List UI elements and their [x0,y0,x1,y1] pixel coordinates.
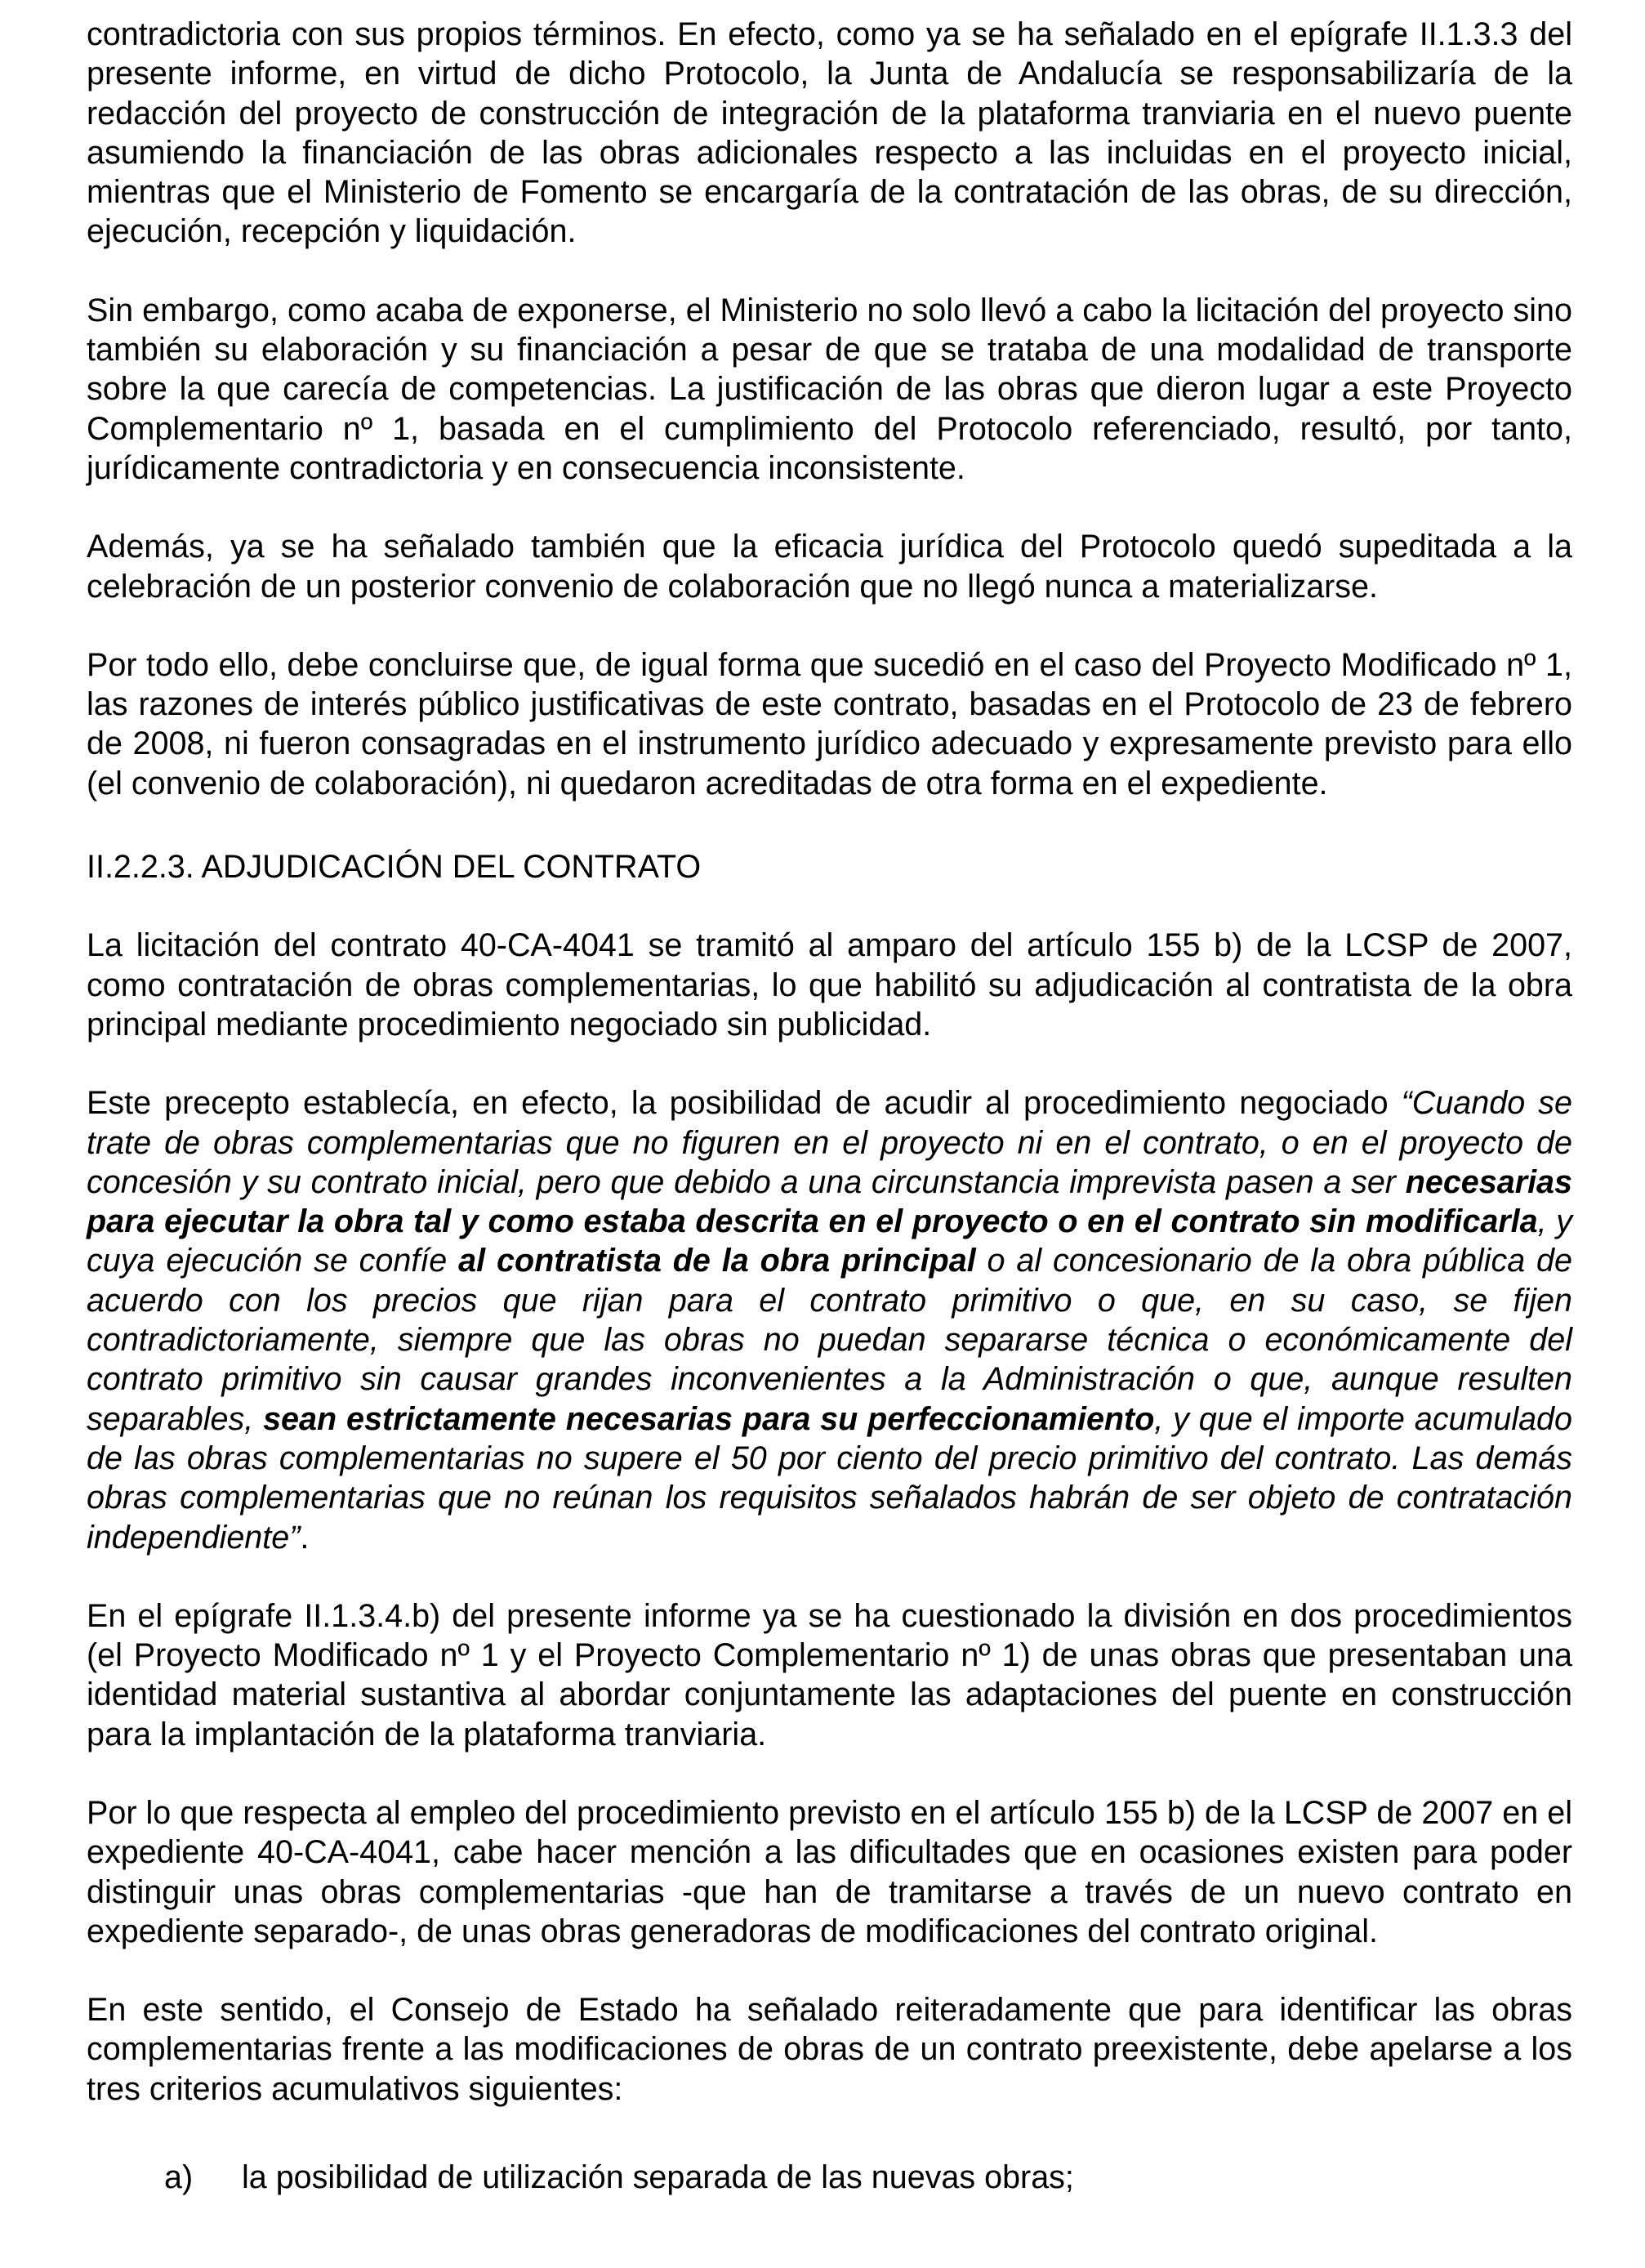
quote-part-2: , y cuya ejecución se confíe [87,1203,1572,1279]
paragraph-precepto-quote [87,1083,1572,1557]
list-marker: a) [164,2159,194,2196]
paragraph-licitacion-contrato: La licitación del contrato 40-CA-4041 se tramitó al amparo del artículo 155 b) de la LCSP de 2007, como contratación de obras complementarias, lo que habilitó su adjudicación al contratista de la obra principal mediante procedimiento negociado sin publicidad. [87,927,1572,1042]
quote-bold-1: necesarias para ejecutar la obra tal y como estaba descrita en el proyecto o en el contrato sin modificarla [87,1163,1572,1240]
quote-bold-2: al contratista de la obra principal [458,1243,976,1279]
quote-part-1: “Cuando se trate de obras complementarias que no figuren en el proyecto ni en el contrato, o en el proyecto de concesión y su contrato inicial, pero que debido a una circunstancia imprevista pasen a ser [87,1085,1572,1200]
paragraph-epigrafe-division: En el epígrafe II.1.3.4.b) del presente informe ya se ha cuestionado la división en dos procedimientos (el Proyecto Modificado nº 1 y el Proyecto Complementario nº 1) de unas obras que presentaban una identidad material sustantiva al abordar conjuntamente las adaptaciones del puente en construcción para la implantación de la plataforma tranviaria. [87,1597,1572,1752]
paragraph-consejo-estado: En este sentido, el Consejo de Estado ha señalado reiteradamente que para identificar las obras complementarias frente a las modificaciones de obras de un contrato preexistente, debe apelarse a los tres criterios acumulativos siguientes: [87,1992,1572,2107]
paragraph-protocolo-responsabilidades: contradictoria con sus propios términos. En efecto, como ya se ha señalado en el epígrafe II.1.3.3 del presente informe, en virtud de dicho Protocolo, la Junta de Andalucía se responsabilizaría de la redacción del proyecto de construcción de integración de la plataforma tranviaria en el nuevo puente asumiendo la financiación de las obras adicionales respecto a las incluidas en el proyecto inicial, mientras que el Ministerio de Fomento se encargaría de la contratación de las obras, de su dirección, ejecución, recepción y liquidación. [87,16,1572,250]
quote-intro: Este precepto establecía, en efecto, la posibilidad de acudir al procedimiento negociado [87,1085,1402,1122]
quote-end: . [300,1519,310,1556]
document-page [87,15,1572,2197]
list-item [87,2158,1572,2197]
paragraph-eficacia-protocolo: Además, ya se ha señalado también que la eficacia jurídica del Protocolo quedó supeditada a la celebración de un posterior convenio de colaboración que no llegó nunca a materializarse. [87,529,1572,605]
quote-bold-3: sean estrictamente necesarias para su perfeccionamiento [263,1400,1155,1437]
paragraph-ministerio-licitacion: Sin embargo, como acaba de exponerse, el Ministerio no solo llevó a cabo la licitación del proyecto sino también su elaboración y su financiación a pesar de que se trataba de una modalidad de transporte sobre la que carecía de competencias. La justificación de las obras que dieron lugar a este Proyecto Complementario nº 1, basada en el cumplimiento del Protocolo referenciado, resultó, por tanto, jurídicamente contradictoria y en consecuencia inconsistente. [87,292,1572,486]
quote-part-4: , y que el importe acumulado de las obras complementarias no supere el 50 por ciento del precio primitivo del contrato. Las demás obras complementarias que no reúnan los requisitos señalados habrán de ser objeto de contratación independiente” [87,1400,1572,1556]
quote-part-3: o al concesionario de la obra pública de acuerdo con los precios que rijan para el contrato primitivo o que, en su caso, se fijen contradictoriamente, siempre que las obras no puedan separarse técnica o económicamente del contrato primitivo sin causar grandes inconvenientes a la Administración o que, aunque resulten separables, [87,1243,1572,1437]
paragraph-conclusion: Por todo ello, debe concluirse que, de igual forma que sucedió en el caso del Proyecto Modificado nº 1, las razones de interés público justificativas de este contrato, basadas en el Protocolo de 23 de febrero de 2008, ni fueron consagradas en el instrumento jurídico adecuado y expresamente previsto para ello (el convenio de colaboración), ni quedaron acreditadas de otra forma en el expediente. [87,646,1572,801]
list-item-text: la posibilidad de utilización separada de las nuevas obras; [242,2159,1074,2196]
paragraph-procedimiento-dificultades: Por lo que respecta al empleo del procedimiento previsto en el artículo 155 b) de la LCSP de 2007 en el expediente 40-CA-4041, cabe hacer mención a las dificultades que en ocasiones existen para poder distinguir unas obras complementarias -que han de tramitarse a través de un nuevo contrato en expediente separado-, de unas obras generadoras de modificaciones del contrato original. [87,1794,1572,1949]
section-heading: II.2.2.3. ADJUDICACIÓN DEL CONTRATO [87,849,702,886]
